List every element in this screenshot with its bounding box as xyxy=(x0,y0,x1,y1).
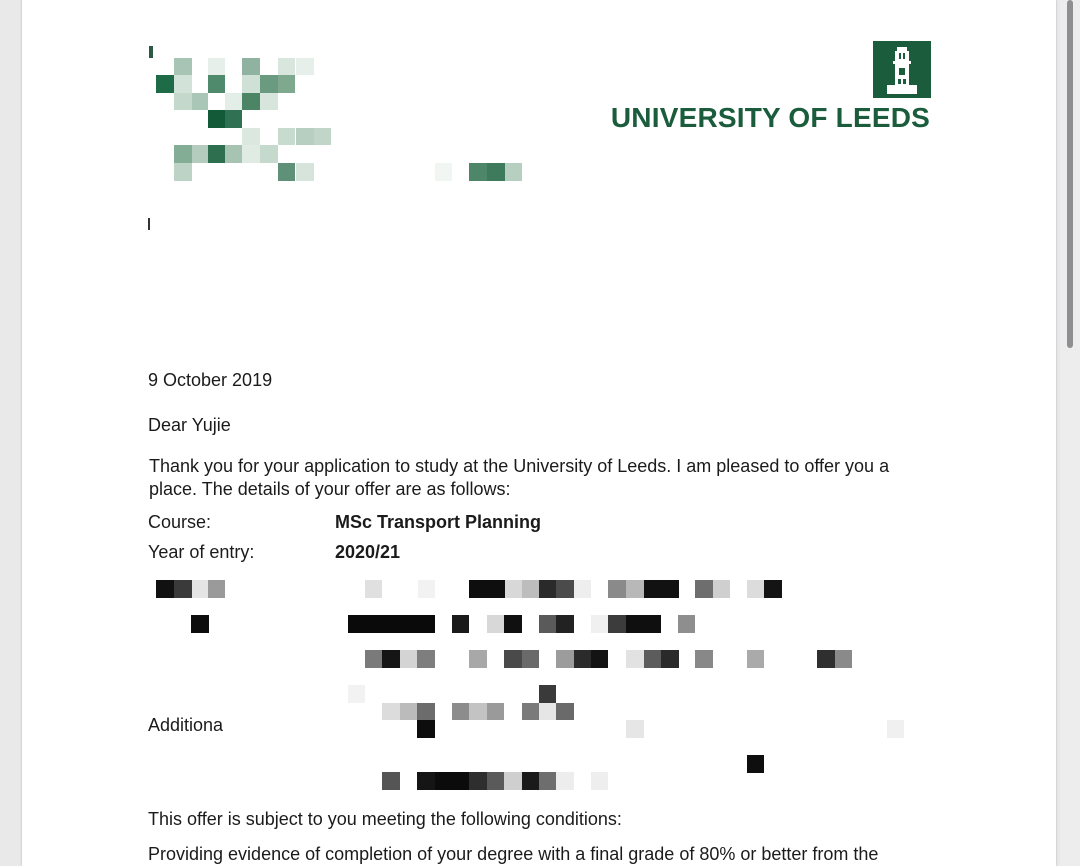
letter-date: 9 October 2019 xyxy=(148,370,273,390)
letter-page xyxy=(22,0,1056,866)
letter-intro: Thank you for your application to study at the University of Leeds. I am pleased to offer you a place. The details of your offer are as follows: xyxy=(149,456,890,499)
conditions-intro: This offer is subject to you meeting the following conditions: xyxy=(148,809,622,829)
conditions-first-line: Providing evidence of completion of your degree with a final grade of 80% or better from the xyxy=(148,844,879,864)
university-logo xyxy=(610,40,932,135)
document-scrollbar[interactable] xyxy=(1060,0,1080,866)
university-tower-icon xyxy=(873,41,931,98)
year-value: 2020/21 xyxy=(335,542,401,562)
course-value: MSc Transport Planning xyxy=(335,512,542,532)
year-label: Year of entry: xyxy=(148,542,255,562)
additional-label: Additiona xyxy=(148,715,224,735)
scrollbar-thumb[interactable] xyxy=(1067,0,1073,348)
course-label: Course: xyxy=(148,512,212,532)
letter-greeting: Dear Yujie xyxy=(148,415,231,435)
university-name: UNIVERSITY OF LEEDS xyxy=(610,102,930,133)
